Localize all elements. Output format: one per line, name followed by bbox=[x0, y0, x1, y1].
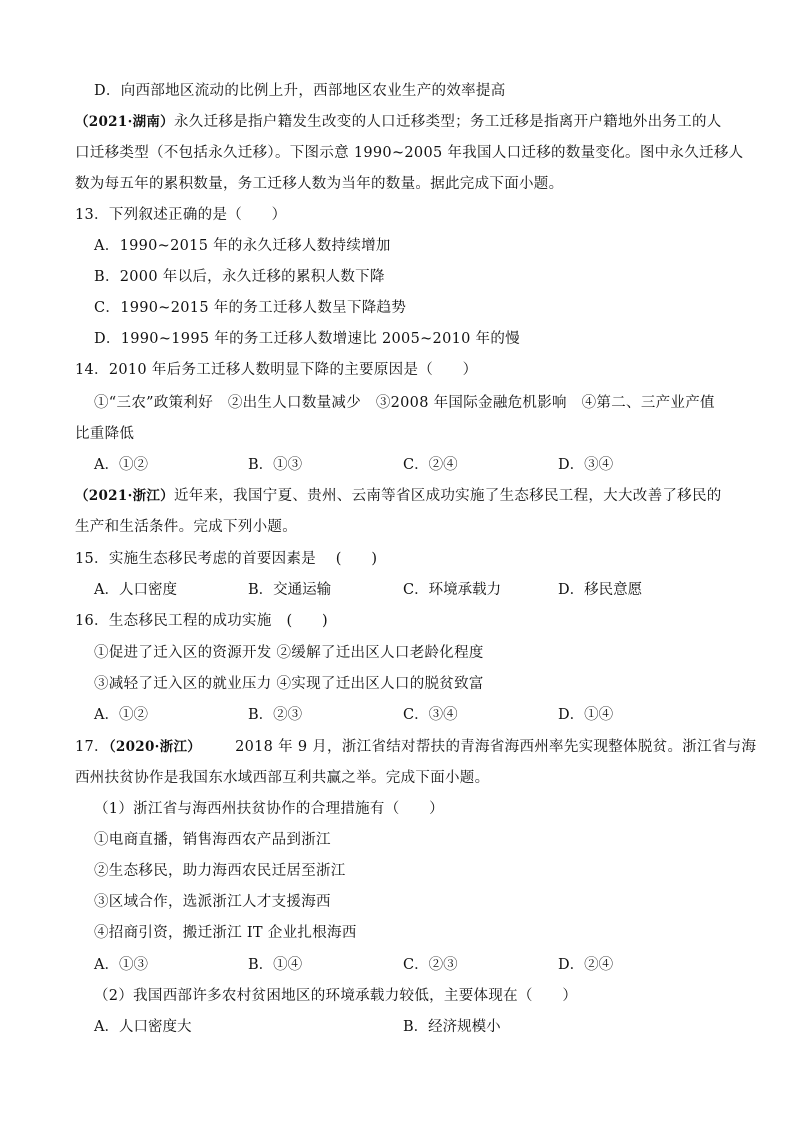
question-17-sub-2-stem: （2）我国西部许多农村贫困地区的环境承载力较低，主要体现在（ ） bbox=[94, 988, 578, 1004]
question-17-sub-2-option-b: B．经济规模小 bbox=[403, 1019, 501, 1035]
source-tag: （2021·浙江） bbox=[75, 488, 174, 504]
question-17-sub-1-item-3: ③区域合作，选派浙江人才支援海西 bbox=[94, 894, 331, 910]
hunan-intro-line-1 bbox=[75, 112, 722, 132]
question-17-sub-1-item-2: ②生态移民，助力海西农民迁居至浙江 bbox=[94, 863, 346, 879]
question-17-intro-line-2: 西州扶贫协作是我国东水域西部互利共赢之举。完成下面小题。 bbox=[75, 770, 490, 786]
question-15-stem: 15．实施生态移民考虑的首要因素是 ( ) bbox=[75, 551, 378, 567]
source-tag: （2020·浙江） bbox=[108, 739, 202, 755]
question-16-option-d: D．①④ bbox=[558, 707, 614, 723]
prev-question-option-d: D．向西部地区流动的比例上升，西部地区农业生产的效率提高 bbox=[94, 83, 506, 99]
question-14-items-line-2: 比重降低 bbox=[75, 426, 135, 442]
question-14-items-line-1: ①“三农”政策利好 ②出生人口数量减少 ③2008 年国际金融危机影响 ④第二、三产业产值 bbox=[94, 395, 715, 411]
question-15-option-a: A．人口密度 bbox=[94, 582, 177, 598]
question-13-option-d: D．1990~1995 年的务工迁移人数增速比 2005~2010 年的慢 bbox=[94, 331, 520, 347]
question-13-option-a: A．1990~2015 年的永久迁移人数持续增加 bbox=[94, 238, 391, 254]
question-17-intro-line-1 bbox=[75, 737, 756, 757]
question-13-stem: 13．下列叙述正确的是（ ） bbox=[75, 207, 287, 223]
question-17-sub-2-option-a: A．人口密度大 bbox=[94, 1019, 192, 1035]
question-13-option-b: B．2000 年以后，永久迁移的累积人数下降 bbox=[94, 269, 385, 285]
question-16-stem: 16．生态移民工程的成功实施 ( ) bbox=[75, 613, 328, 629]
question-17-sub-1-item-1: ①电商直播，销售海西农产品到浙江 bbox=[94, 832, 331, 848]
question-14-option-c: C．②④ bbox=[403, 457, 458, 473]
hunan-intro-line-3: 数为每五年的累积数量，务工迁移人数为当年的数量。据此完成下面小题。 bbox=[75, 176, 564, 192]
question-17-sub-1-item-4: ④招商引资，搬迁浙江 IT 企业扎根海西 bbox=[94, 925, 357, 941]
question-13-option-c: C．1990~2015 年的务工迁移人数呈下降趋势 bbox=[94, 300, 407, 316]
question-17-sub-1-stem: （1）浙江省与海西州扶贫协作的合理措施有（ ） bbox=[94, 801, 444, 817]
intro-text: 2018 年 9 月，浙江省结对帮扶的青海省海西州率先实现整体脱贫。浙江省与海 bbox=[235, 739, 757, 755]
zhejiang-intro-line-2: 生产和生活条件。完成下列小题。 bbox=[75, 519, 297, 535]
intro-text: 永久迁移是指户籍发生改变的人口迁移类型；务工迁移是指离开户籍地外出务工的人 bbox=[173, 114, 722, 130]
question-number: 17． bbox=[75, 739, 109, 755]
hunan-intro-line-2: 口迁移类型（不包括永久迁移）。下图示意 1990~2005 年我国人口迁移的数量变化。图中永久迁移人 bbox=[75, 145, 744, 161]
question-17-sub-1-option-d: D．②④ bbox=[558, 957, 614, 973]
question-15-option-c: C．环境承载力 bbox=[403, 582, 502, 598]
question-16-option-a: A．①② bbox=[94, 707, 148, 723]
question-16-items-line-2: ③减轻了迁入区的就业压力 ④实现了迁出区人口的脱贫致富 bbox=[94, 676, 484, 692]
question-14-option-d: D．③④ bbox=[558, 457, 614, 473]
question-17-sub-1-option-a: A．①③ bbox=[94, 957, 148, 973]
question-17-sub-1-option-c: C．②③ bbox=[403, 957, 458, 973]
question-14-option-a: A．①② bbox=[94, 457, 148, 473]
question-17-sub-1-option-b: B．①④ bbox=[248, 957, 303, 973]
intro-text: 近年来，我国宁夏、贵州、云南等省区成功实施了生态移民工程，大大改善了移民的 bbox=[173, 488, 722, 504]
question-15-option-d: D．移民意愿 bbox=[558, 582, 643, 598]
question-16-items-line-1: ①促进了迁入区的资源开发 ②缓解了迁出区人口老龄化程度 bbox=[94, 645, 484, 661]
question-15-option-b: B．交通运输 bbox=[248, 582, 332, 598]
question-14-option-b: B．①③ bbox=[248, 457, 303, 473]
question-16-option-b: B．②③ bbox=[248, 707, 303, 723]
question-16-option-c: C．③④ bbox=[403, 707, 458, 723]
source-tag: （2021·湖南） bbox=[75, 114, 174, 130]
question-14-stem: 14．2010 年后务工迁移人数明显下降的主要原因是（ ） bbox=[75, 362, 478, 378]
zhejiang-intro-line-1 bbox=[75, 486, 722, 506]
